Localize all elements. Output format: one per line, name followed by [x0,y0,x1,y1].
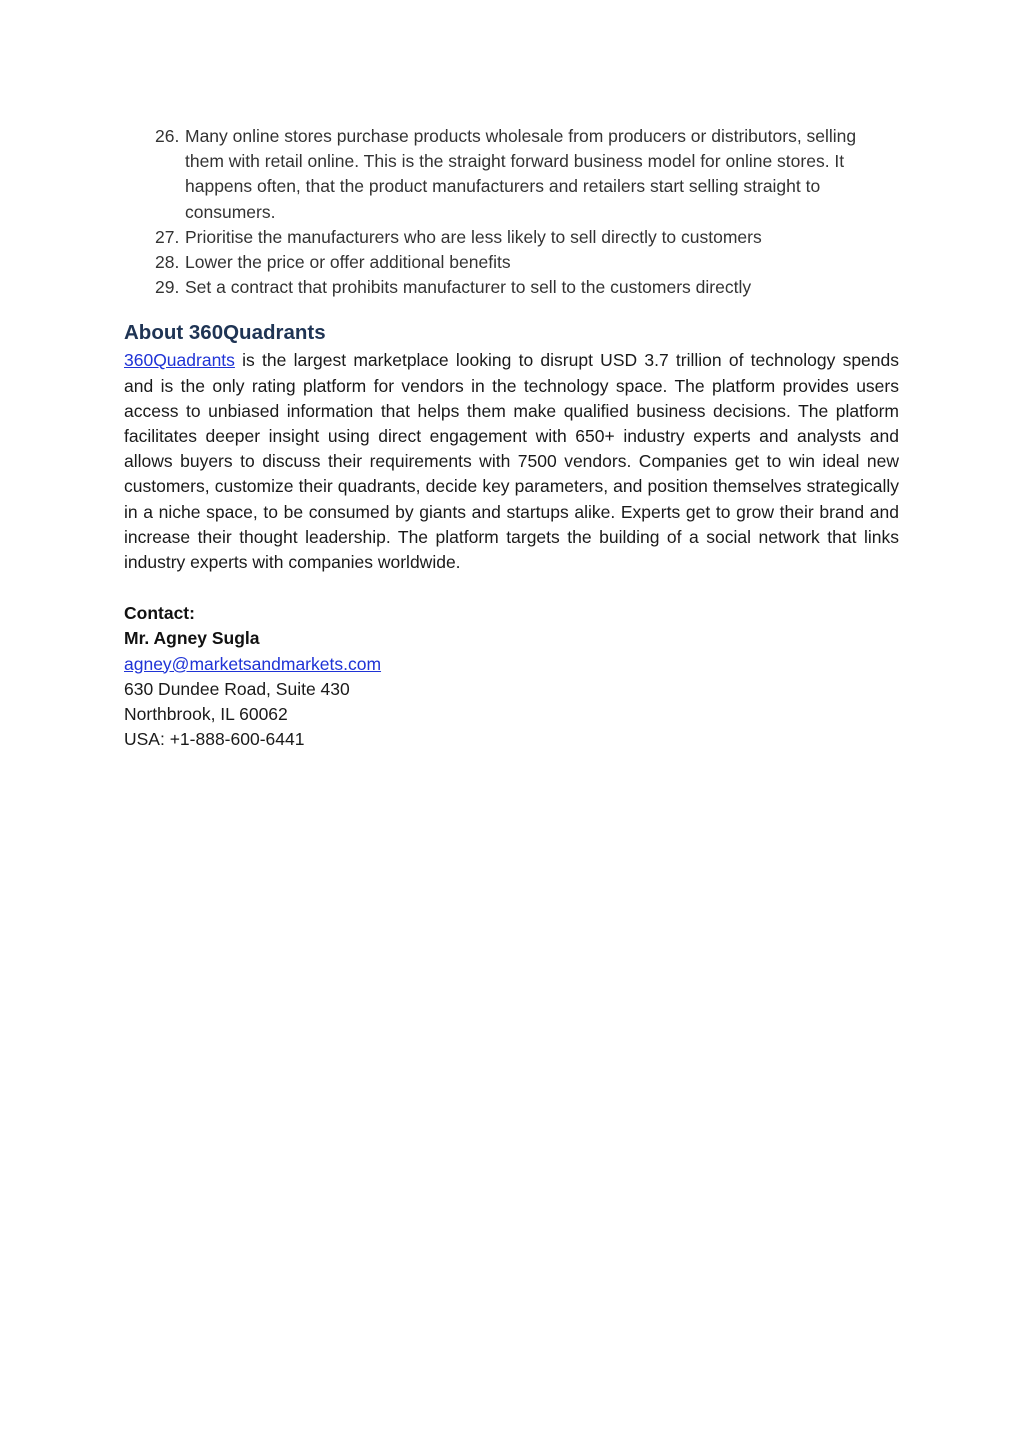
about-body-text: is the largest marketplace looking to disrupt USD 3.7 trillion of technology spends and is the only rating platform for vendors in the technology space. The platform provides users access to unbiased information that helps them make qualified business decisions. The platform facilitates deeper insight using direct engagement with 650+ industry experts and analysts and allows buyers to discuss their requirements with 7500 vendors. Companies get to win ideal new customers, customize their quadrants, decide key parameters, and position themselves strategically in a niche space, to be consumed by giants and startups alike. Experts get to grow their brand and increase their thought leadership. The platform targets the building of a social network that links industry experts with companies worldwide. [124,350,899,573]
contact-email-link[interactable]: agney@marketsandmarkets.com [124,653,382,674]
list-item-text: Many online stores purchase products wholesale from producers or distributors, selling them with retail online. This is the straight forward business model for online stores. It happens often, that the product manufacturers and retailers start selling straight to consumers. [185,126,857,222]
360quadrants-link[interactable]: 360Quadrants [124,350,235,371]
list-item-number: 27. [155,226,180,247]
list-item-number: 29. [155,277,180,298]
about-heading: About 360Quadrants [124,321,326,345]
contact-address-line1: 630 Dundee Road, Suite 430 [124,678,350,699]
list-item-text: Set a contract that prohibits manufacturer to sell to the customers directly [185,277,752,298]
list-item-number: 28. [155,252,180,273]
about-paragraph [124,348,899,575]
list-item [124,124,899,225]
contact-label: Contact: [124,603,195,624]
list-item [124,275,899,300]
contact-phone: USA: +1-888-600-6441 [124,729,305,750]
list-item [124,225,899,250]
document-page [124,124,899,752]
list-item [124,250,899,275]
contact-address-line2: Northbrook, IL 60062 [124,704,288,725]
contact-name: Mr. Agney Sugla [124,628,260,649]
list-item-number: 26. [155,126,180,146]
list-item-text: Prioritise the manufacturers who are less likely to sell directly to customers [185,226,762,247]
contact-block [124,601,899,752]
list-item-text: Lower the price or offer additional benefits [185,252,511,273]
numbered-list [124,124,899,300]
